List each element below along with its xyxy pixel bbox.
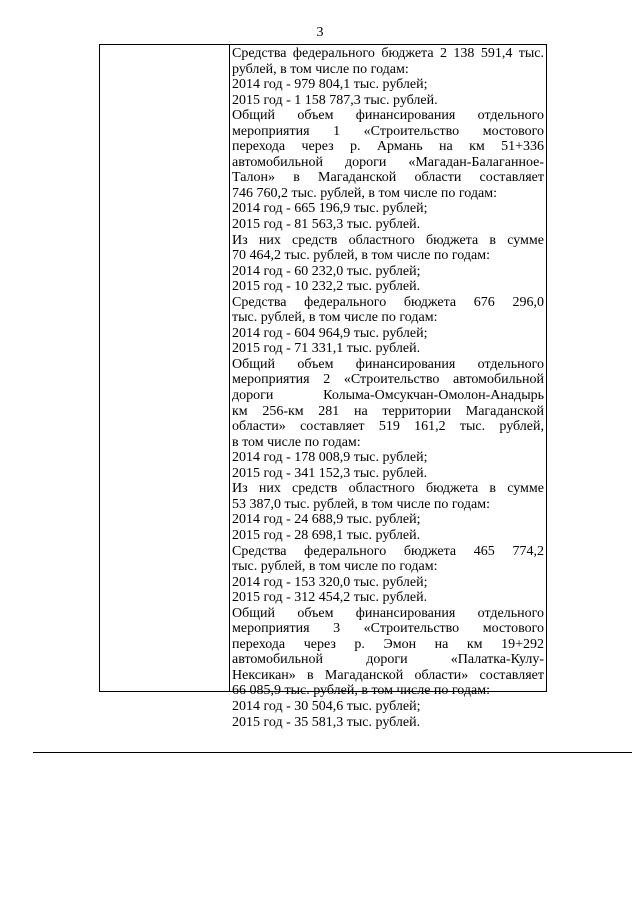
text-line: Средства федерального бюджета 2 138 591,4 тыс.	[232, 46, 544, 61]
text-line: перехода через р. Армань на км 51+336	[232, 139, 544, 155]
text-line: 2014 год - 665 196,9 тыс. рублей;	[232, 201, 428, 217]
table-left-column	[100, 45, 230, 691]
text-line: тыс. рублей, в том числе по годам:	[232, 559, 438, 575]
text-line: автомобильной дороги «Магадан-Балаганное-	[232, 154, 544, 170]
text-line: рублей, в том числе по годам:	[232, 61, 409, 77]
text-line: км 256-км 281 на территории Магаданской	[232, 403, 544, 419]
bottom-divider	[33, 752, 632, 753]
text-line: 2014 год - 604 964,9 тыс. рублей;	[232, 325, 428, 341]
text-line: 746 760,2 тыс. рублей, в том числе по годам:	[232, 185, 497, 201]
text-line: тыс. рублей, в том числе по годам:	[232, 310, 438, 326]
text-line: Нексикан» в Магаданской области» составляет	[232, 667, 544, 683]
text-line: дороги Колыма-Омсукчан-Омолон-Анадырь	[232, 388, 544, 404]
text-line: 2014 год - 979 804,1 тыс. рублей;	[232, 77, 428, 93]
text-line: 2014 год - 60 232,0 тыс. рублей;	[232, 263, 421, 279]
text-line: Средства федерального бюджета 676 296,0	[232, 294, 544, 310]
text-line: 2015 год - 35 581,3 тыс. рублей.	[232, 714, 421, 730]
document-table	[99, 44, 547, 730]
text-line: мероприятия 2 «Строительство автомобильной	[232, 372, 544, 388]
text-line: автомобильной дороги «Палатка-Кулу-	[232, 652, 544, 668]
text-line: мероприятия 3 «Строительство мостового	[232, 621, 544, 637]
text-line: 70 464,2 тыс. рублей, в том числе по годам:	[232, 248, 490, 264]
text-line: 2015 год - 312 454,2 тыс. рублей.	[232, 590, 428, 606]
text-line: Из них средств областного бюджета в сумме	[232, 232, 544, 248]
text-line: области» составляет 519 161,2 тыс. рублей,	[232, 419, 544, 435]
text-line: 2014 год - 24 688,9 тыс. рублей;	[232, 512, 421, 528]
text-line: 53 387,0 тыс. рублей, в том числе по годам:	[232, 496, 490, 512]
table-right-column	[230, 45, 546, 730]
text-line: Общий объем финансирования отдельного	[232, 356, 544, 372]
text-line: 2015 год - 10 232,2 тыс. рублей.	[232, 279, 421, 295]
text-line: 2015 год - 71 331,1 тыс. рублей.	[232, 341, 421, 357]
text-line: Из них средств областного бюджета в сумме	[232, 481, 544, 497]
text-line: 2015 год - 81 563,3 тыс. рублей.	[232, 217, 421, 233]
text-line: 2015 год - 1 158 787,3 тыс. рублей.	[232, 92, 438, 108]
text-line: 2015 год - 28 698,1 тыс. рублей.	[232, 527, 421, 543]
text-line: 2015 год - 341 152,3 тыс. рублей.	[232, 465, 428, 481]
text-line: в том числе по годам:	[232, 434, 361, 450]
page-number: 3	[316, 25, 324, 40]
text-line: перехода через р. Эмон на км 19+292	[232, 636, 544, 652]
text-line: 2014 год - 30 504,6 тыс. рублей;	[232, 698, 421, 714]
text-line: 2014 год - 153 320,0 тыс. рублей;	[232, 574, 428, 590]
text-line: Средства федерального бюджета 465 774,2	[232, 543, 544, 559]
text-line: 66 085,9 тыс. рублей, в том числе по годам:	[232, 683, 490, 699]
text-line: Общий объем финансирования отдельного	[232, 605, 544, 621]
text-line: мероприятия 1 «Строительство мостового	[232, 123, 544, 139]
text-line: Общий объем финансирования отдельного	[232, 108, 544, 124]
text-line: 2014 год - 178 008,9 тыс. рублей;	[232, 450, 428, 466]
text-line: Талон» в Магаданской области составляет	[232, 170, 544, 186]
